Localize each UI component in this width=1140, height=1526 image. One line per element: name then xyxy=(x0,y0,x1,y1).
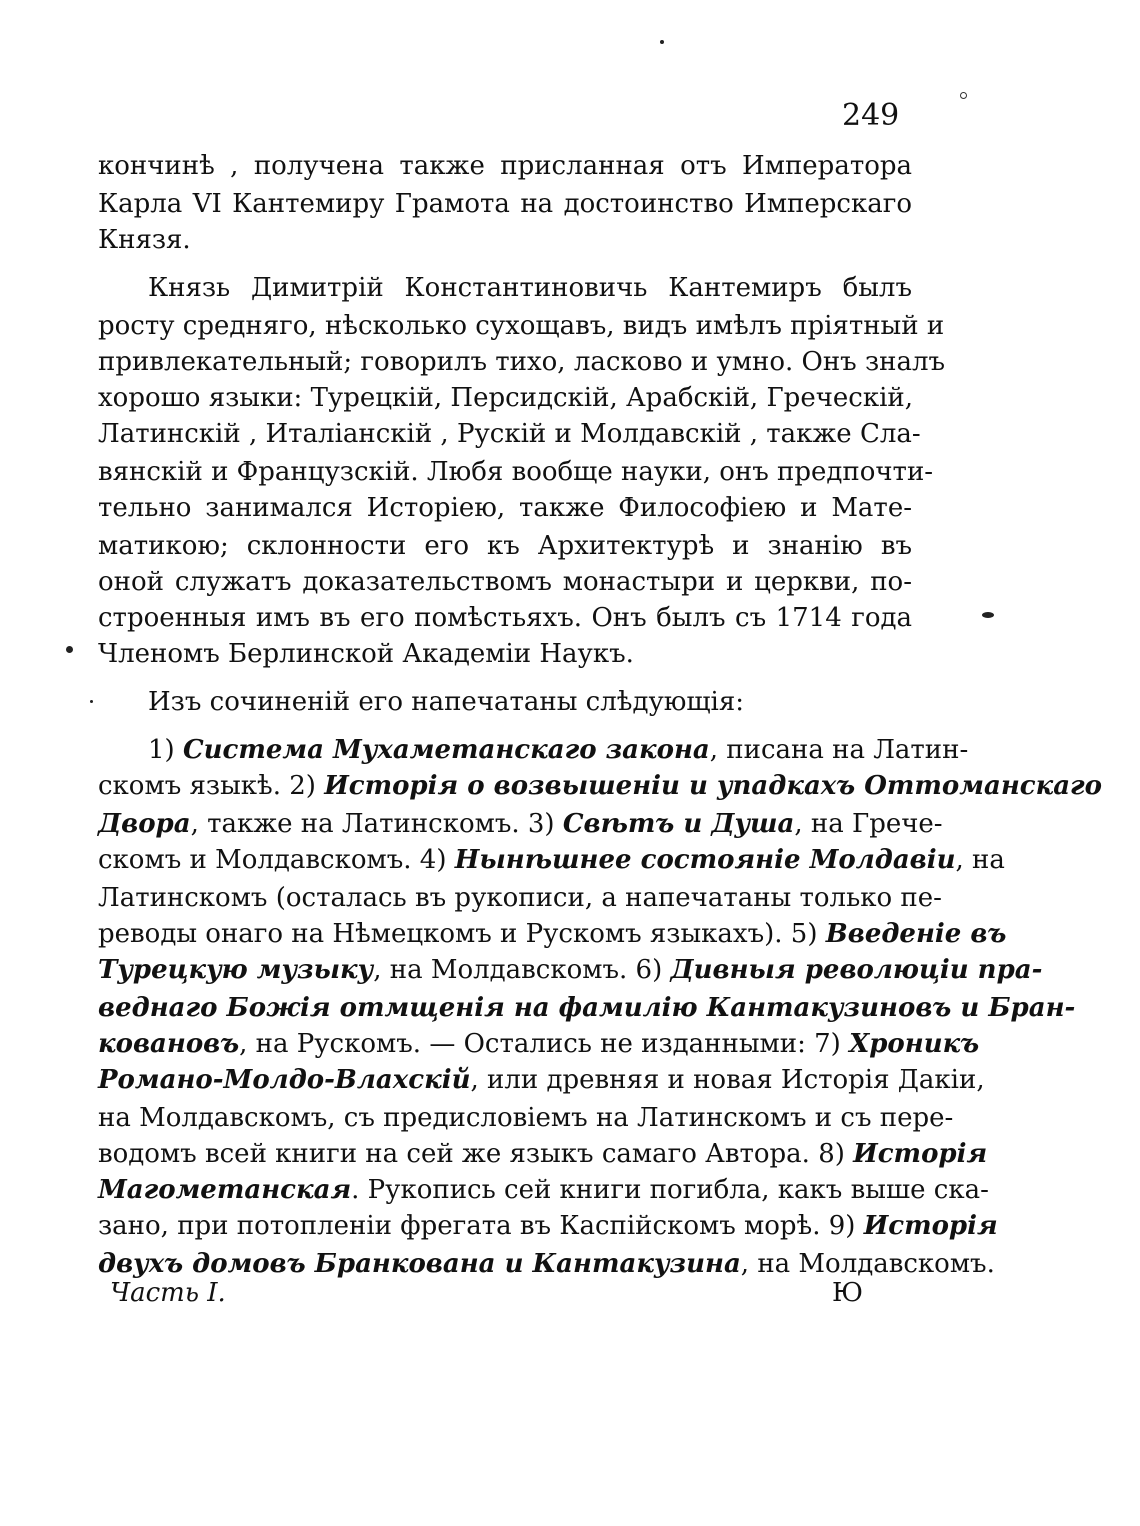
text-line: матикою; склонности его къ Архитектурѣ и знанію въ xyxy=(98,531,912,561)
italic-title: двухъ домовъ Бранкована и Кантакузина xyxy=(98,1249,741,1279)
text-line: 1) Система Мухаметанскаго закона, писана на Латин- xyxy=(148,735,969,765)
italic-title: Исторія xyxy=(853,1139,988,1169)
italic-title: Система Мухаметанскаго закона xyxy=(182,735,710,765)
text-line: росту средняго, нѣсколько сухощавъ, видъ имѣлъ пріятный и xyxy=(98,311,945,341)
text-line: водомъ всей книги на сей же языкъ самаго Автора. 8) Исторія xyxy=(98,1139,988,1169)
text-line: Князя. xyxy=(98,225,191,255)
italic-title: Введеніе въ xyxy=(825,919,1007,949)
text-line: зано, при потопленіи фрегата въ Каспійскомъ морѣ. 9) Исторія xyxy=(98,1211,998,1241)
text-line: хорошо языки: Турецкій, Персидскій, Арабскій, Греческій, xyxy=(98,383,914,413)
page-number: 249 xyxy=(842,98,900,133)
italic-title: веднаго Божія отмщенія на фамилію Кантакузиновъ и Бран- xyxy=(98,993,1076,1023)
italic-title: Дивныя революціи пра- xyxy=(670,955,1043,985)
text-line: Членомъ Берлинской Академіи Наукъ. xyxy=(98,639,634,669)
text-line: Латинскомъ (осталась въ рукописи, а напечатаны только пе- xyxy=(98,883,942,913)
footer-sheet-mark: Ю xyxy=(832,1278,864,1308)
text-line: оной служатъ доказательствомъ монастыри и церкви, по- xyxy=(98,567,912,597)
text-line: вянскій и Французскій. Любя вообще науки, онъ предпочти- xyxy=(98,457,934,487)
italic-title: Исторія xyxy=(863,1211,998,1241)
italic-title: Хроникъ xyxy=(849,1029,980,1059)
scan-speck xyxy=(960,92,967,99)
italic-title: Исторія о возвышеніи и упадкахъ Оттоманскаго xyxy=(324,771,1103,801)
text-line: скомъ и Молдавскомъ. 4) Нынѣшнее состояніе Молдавіи, на xyxy=(98,845,1005,875)
italic-title: Романо-Молдо-Влахскій xyxy=(98,1065,471,1095)
text-line: кончинѣ , получена также присланная отъ Императора xyxy=(98,151,912,181)
italic-title: Нынѣшнее состояніе Молдавіи xyxy=(454,845,956,875)
text-line: тельно занимался Исторіею, также Философіею и Мате- xyxy=(98,493,912,523)
scan-speck xyxy=(90,700,93,703)
text-line: Турецкую музыку, на Молдавскомъ. 6) Дивныя революціи пра- xyxy=(98,955,1043,985)
italic-title: Турецкую музыку xyxy=(98,955,374,985)
text-line: Двора, также на Латинскомъ. 3) Свѣтъ и Душа, на Грече- xyxy=(98,809,943,839)
italic-title: Магометанская xyxy=(98,1175,352,1205)
text-line: реводы онаго на Нѣмецкомъ и Рускомъ языкахъ). 5) Введеніе въ xyxy=(98,919,1007,949)
text-line: строенныя имъ въ его помѣстьяхъ. Онъ былъ съ 1714 года xyxy=(98,603,912,633)
text-line: ковановъ, на Рускомъ. — Остались не изданными: 7) Хроникъ xyxy=(98,1029,980,1059)
text-line: Изъ сочиненій его напечатаны слѣдующія: xyxy=(148,687,745,717)
text-line: на Молдавскомъ, съ предисловіемъ на Латинскомъ и съ пере- xyxy=(98,1103,954,1133)
italic-title: Свѣтъ и Душа xyxy=(562,809,795,839)
italic-title: ковановъ xyxy=(98,1029,240,1059)
text-line: Романо-Молдо-Влахскій, или древняя и новая Исторія Дакіи, xyxy=(98,1065,985,1095)
text-line: Карла VI Кантемиру Грамота на достоинство Имперскаго xyxy=(98,189,912,219)
text-line: Магометанская. Рукопись сей книги погибла, какъ выше ска- xyxy=(98,1175,989,1205)
scan-speck xyxy=(660,40,664,44)
text-line xyxy=(98,990,1076,1026)
text-line: двухъ домовъ Бранкована и Кантакузина, на Молдавскомъ. xyxy=(98,1249,995,1279)
footer-part-label: Часть I. xyxy=(110,1278,226,1308)
scan-speck xyxy=(982,612,994,618)
text-line: скомъ языкѣ. 2) Исторія о возвышеніи и упадкахъ Оттоманскаго xyxy=(98,771,1103,801)
italic-title: Двора xyxy=(98,809,191,839)
text-line: Латинскій , Италіанскій , Рускій и Молдавскій , также Сла- xyxy=(98,419,921,449)
text-line: привлекательный; говорилъ тихо, ласково и умно. Онъ зналъ xyxy=(98,347,946,377)
scan-speck xyxy=(66,646,73,653)
text-line: Князь Димитрій Константиновичь Кантемиръ былъ xyxy=(148,273,912,303)
